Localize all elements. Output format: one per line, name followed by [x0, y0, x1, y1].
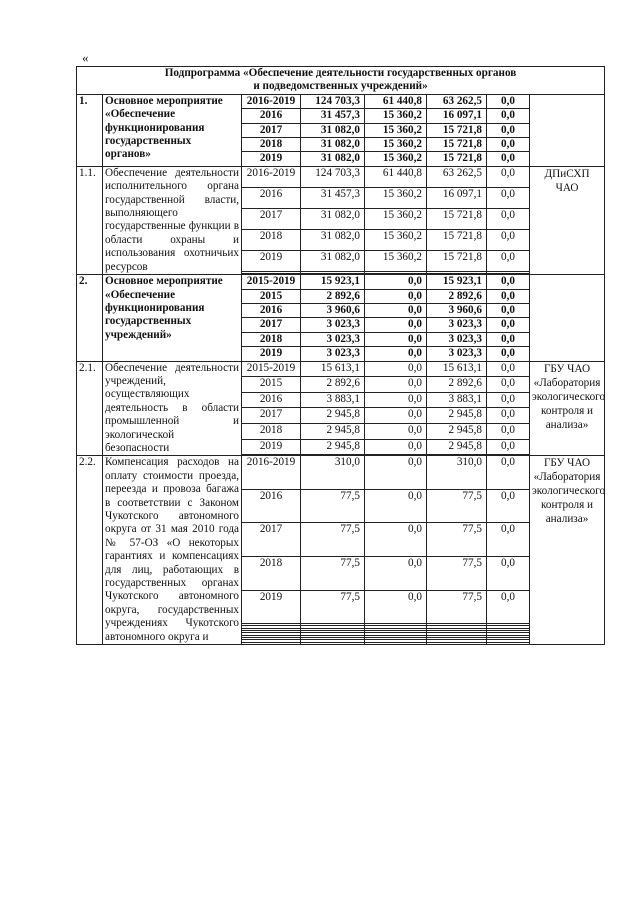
- year-cell: 2018: [242, 424, 301, 440]
- year-cell: 2017: [242, 123, 301, 137]
- other-amount-cell: 0,0: [487, 303, 530, 317]
- regional-amount-cell: 2 945,8: [427, 439, 487, 455]
- regional-amount-cell: 310,0: [427, 456, 487, 490]
- year-cell: 2017: [242, 408, 301, 424]
- other-amount-cell: 0,0: [487, 439, 530, 455]
- year-cell: 2018: [242, 556, 301, 590]
- total-amount-cell: 31 082,0: [301, 230, 365, 251]
- federal-amount-cell: 0,0: [365, 556, 427, 590]
- other-amount-cell: 0,0: [487, 332, 530, 346]
- year-cell: 2016: [242, 187, 301, 208]
- federal-amount-cell: 0,0: [365, 347, 427, 361]
- other-amount-cell: 0,0: [487, 289, 530, 303]
- federal-amount-cell: 15 360,2: [365, 187, 427, 208]
- year-cell: 2016: [242, 489, 301, 523]
- other-amount-cell: 0,0: [487, 590, 530, 624]
- regional-amount-cell: 77,5: [427, 590, 487, 624]
- federal-amount-cell: 0,0: [365, 489, 427, 523]
- total-amount-cell: 15 923,1: [301, 275, 365, 289]
- total-amount-cell: 2 945,8: [301, 424, 365, 440]
- total-amount-cell: 3 023,3: [301, 332, 365, 346]
- opening-quote-mark: «: [82, 50, 89, 65]
- regional-amount-cell: 2 945,8: [427, 408, 487, 424]
- total-amount-cell: 77,5: [301, 556, 365, 590]
- regional-amount-cell: 3 023,3: [427, 347, 487, 361]
- regional-amount-cell: 15 721,8: [427, 152, 487, 166]
- regional-amount-cell: 77,5: [427, 523, 487, 557]
- empty-cell: [427, 642, 487, 644]
- total-amount-cell: 31 082,0: [301, 208, 365, 229]
- other-amount-cell: 0,0: [487, 251, 530, 272]
- federal-amount-cell: 0,0: [365, 590, 427, 624]
- regional-amount-cell: 16 097,1: [427, 187, 487, 208]
- total-amount-cell: 2 892,6: [301, 377, 365, 393]
- federal-amount-cell: 0,0: [365, 332, 427, 346]
- executor-cell: ГБУ ЧАО «Лаборатория экологического контроля и анализа»: [530, 361, 605, 456]
- federal-amount-cell: 0,0: [365, 424, 427, 440]
- regional-amount-cell: 63 262,5: [427, 166, 487, 187]
- empty-cell: [487, 642, 530, 644]
- federal-amount-cell: 0,0: [365, 303, 427, 317]
- regional-amount-cell: 3 023,3: [427, 332, 487, 346]
- table-row: [77, 94, 605, 108]
- regional-amount-cell: 63 262,5: [427, 94, 487, 108]
- federal-amount-cell: 15 360,2: [365, 109, 427, 123]
- federal-amount-cell: 61 440,8: [365, 166, 427, 187]
- year-cell: 2016-2019: [242, 94, 301, 108]
- table-row: [77, 166, 605, 187]
- federal-amount-cell: 0,0: [365, 275, 427, 289]
- year-cell: 2019: [242, 251, 301, 272]
- year-cell: 2017: [242, 523, 301, 557]
- federal-amount-cell: 15 360,2: [365, 251, 427, 272]
- year-cell: 2015-2019: [242, 275, 301, 289]
- total-amount-cell: 3 960,6: [301, 303, 365, 317]
- section-description: Основное мероприятие «Обеспечение функционирования государственных органов»: [103, 94, 242, 166]
- year-cell: 2017: [242, 208, 301, 229]
- total-amount-cell: 2 892,6: [301, 289, 365, 303]
- total-amount-cell: 310,0: [301, 456, 365, 490]
- table-row: [77, 361, 605, 377]
- regional-amount-cell: 2 892,6: [427, 289, 487, 303]
- total-amount-cell: 124 703,3: [301, 94, 365, 108]
- total-amount-cell: 77,5: [301, 489, 365, 523]
- other-amount-cell: 0,0: [487, 523, 530, 557]
- federal-amount-cell: 0,0: [365, 439, 427, 455]
- regional-amount-cell: 15 721,8: [427, 251, 487, 272]
- total-amount-cell: 31 457,3: [301, 109, 365, 123]
- regional-amount-cell: 16 097,1: [427, 109, 487, 123]
- year-cell: 2017: [242, 318, 301, 332]
- section-number: 1.: [77, 94, 103, 166]
- total-amount-cell: 124 703,3: [301, 166, 365, 187]
- total-amount-cell: 31 082,0: [301, 123, 365, 137]
- federal-amount-cell: 61 440,8: [365, 94, 427, 108]
- other-amount-cell: 0,0: [487, 275, 530, 289]
- year-cell: 2016-2019: [242, 456, 301, 490]
- executor-cell: [530, 275, 605, 361]
- other-amount-cell: 0,0: [487, 138, 530, 152]
- other-amount-cell: 0,0: [487, 489, 530, 523]
- empty-cell: [365, 642, 427, 644]
- federal-amount-cell: 15 360,2: [365, 208, 427, 229]
- regional-amount-cell: 15 721,8: [427, 138, 487, 152]
- regional-amount-cell: 3 023,3: [427, 318, 487, 332]
- other-amount-cell: 0,0: [487, 152, 530, 166]
- other-amount-cell: 0,0: [487, 166, 530, 187]
- other-amount-cell: 0,0: [487, 109, 530, 123]
- total-amount-cell: 31 082,0: [301, 138, 365, 152]
- year-cell: 2019: [242, 152, 301, 166]
- subprogram-title-line-2: и подведомственных учреждений»: [253, 80, 428, 93]
- total-amount-cell: 31 457,3: [301, 187, 365, 208]
- federal-amount-cell: 15 360,2: [365, 152, 427, 166]
- other-amount-cell: 0,0: [487, 208, 530, 229]
- year-cell: 2016: [242, 303, 301, 317]
- other-amount-cell: 0,0: [487, 377, 530, 393]
- year-cell: 2018: [242, 230, 301, 251]
- federal-amount-cell: 0,0: [365, 289, 427, 303]
- other-amount-cell: 0,0: [487, 230, 530, 251]
- federal-amount-cell: 15 360,2: [365, 123, 427, 137]
- year-cell: 2015: [242, 377, 301, 393]
- other-amount-cell: 0,0: [487, 123, 530, 137]
- year-cell: 2016: [242, 392, 301, 408]
- year-cell: 2018: [242, 138, 301, 152]
- section-number: 2.1.: [77, 361, 103, 456]
- federal-amount-cell: 15 360,2: [365, 138, 427, 152]
- subprogram-budget-table: [76, 66, 605, 645]
- regional-amount-cell: 3 883,1: [427, 392, 487, 408]
- empty-cell: [242, 642, 301, 644]
- regional-amount-cell: 15 721,8: [427, 123, 487, 137]
- other-amount-cell: 0,0: [487, 318, 530, 332]
- other-amount-cell: 0,0: [487, 347, 530, 361]
- table-row: [77, 275, 605, 289]
- federal-amount-cell: 0,0: [365, 523, 427, 557]
- table-body: [77, 67, 605, 645]
- regional-amount-cell: 15 721,8: [427, 230, 487, 251]
- subprogram-title: [77, 67, 605, 95]
- year-cell: 2019: [242, 347, 301, 361]
- subprogram-title-line-1: Подпрограмма «Обеспечение деятельности государственных органов: [164, 67, 517, 79]
- federal-amount-cell: 0,0: [365, 318, 427, 332]
- federal-amount-cell: 0,0: [365, 392, 427, 408]
- year-cell: 2019: [242, 590, 301, 624]
- regional-amount-cell: 2 892,6: [427, 377, 487, 393]
- total-amount-cell: 77,5: [301, 590, 365, 624]
- regional-amount-cell: 15 613,1: [427, 361, 487, 377]
- year-cell: 2019: [242, 439, 301, 455]
- total-amount-cell: 15 613,1: [301, 361, 365, 377]
- total-amount-cell: 31 082,0: [301, 152, 365, 166]
- year-cell: 2016: [242, 109, 301, 123]
- subprogram-title-row: [77, 67, 605, 95]
- other-amount-cell: 0,0: [487, 361, 530, 377]
- other-amount-cell: 0,0: [487, 94, 530, 108]
- other-amount-cell: 0,0: [487, 187, 530, 208]
- section-description: Компенсация расходов на оплату стоимости проезда, переезда и провоза багажа в соответствии с Законом Чукотского автономного округа от 31 мая 2010 года № 57-ОЗ «О некоторых гарантиях и компенсациях для лиц, работающих в государственных органах Чукотского автономного округа, государственных учреждениях Чукотского автономного округа и: [103, 456, 242, 645]
- federal-amount-cell: 0,0: [365, 361, 427, 377]
- section-number: 2.: [77, 275, 103, 361]
- federal-amount-cell: 0,0: [365, 408, 427, 424]
- other-amount-cell: 0,0: [487, 392, 530, 408]
- total-amount-cell: 2 945,8: [301, 408, 365, 424]
- other-amount-cell: 0,0: [487, 408, 530, 424]
- other-amount-cell: 0,0: [487, 456, 530, 490]
- regional-amount-cell: 2 945,8: [427, 424, 487, 440]
- table-row: [77, 456, 605, 490]
- federal-amount-cell: 0,0: [365, 456, 427, 490]
- section-description: Основное мероприятие «Обеспечение функционирования государственных учреждений»: [103, 275, 242, 361]
- regional-amount-cell: 77,5: [427, 556, 487, 590]
- regional-amount-cell: 77,5: [427, 489, 487, 523]
- regional-amount-cell: 15 721,8: [427, 208, 487, 229]
- section-number: 1.1.: [77, 166, 103, 274]
- total-amount-cell: 3 883,1: [301, 392, 365, 408]
- section-description: Обеспечение деятельности учреждений, осуществляющих деятельность в области промышленной и экологической безопасности: [103, 361, 242, 456]
- year-cell: 2015-2019: [242, 361, 301, 377]
- section-description: Обеспечение деятельности исполнительного органа государственной власти, выполняющего государственные функции в области охраны и использования охотничьих ресурсов: [103, 166, 242, 274]
- year-cell: 2016-2019: [242, 166, 301, 187]
- total-amount-cell: 3 023,3: [301, 347, 365, 361]
- empty-cell: [301, 642, 365, 644]
- total-amount-cell: 77,5: [301, 523, 365, 557]
- other-amount-cell: 0,0: [487, 424, 530, 440]
- executor-cell: ДПиСХП ЧАО: [530, 166, 605, 274]
- executor-cell: ГБУ ЧАО «Лаборатория экологического контроля и анализа»: [530, 456, 605, 645]
- regional-amount-cell: 3 960,6: [427, 303, 487, 317]
- regional-amount-cell: 15 923,1: [427, 275, 487, 289]
- total-amount-cell: 31 082,0: [301, 251, 365, 272]
- federal-amount-cell: 15 360,2: [365, 230, 427, 251]
- section-number: 2.2.: [77, 456, 103, 645]
- total-amount-cell: 2 945,8: [301, 439, 365, 455]
- federal-amount-cell: 0,0: [365, 377, 427, 393]
- year-cell: 2015: [242, 289, 301, 303]
- year-cell: 2018: [242, 332, 301, 346]
- total-amount-cell: 3 023,3: [301, 318, 365, 332]
- executor-cell: [530, 94, 605, 166]
- other-amount-cell: 0,0: [487, 556, 530, 590]
